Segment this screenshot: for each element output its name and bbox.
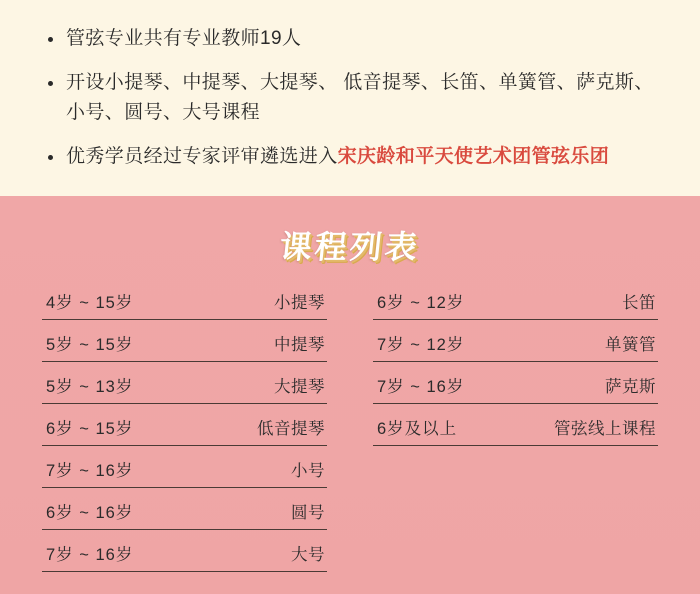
table-row <box>42 404 327 446</box>
course-name: 萨克斯 <box>605 378 656 396</box>
course-column-left <box>42 278 327 572</box>
course-name: 长笛 <box>622 294 656 312</box>
table-row <box>373 320 658 362</box>
table-row <box>42 530 327 572</box>
course-age-range: 7岁 ~ 16岁 <box>46 462 134 480</box>
table-row <box>373 278 658 320</box>
bullet-text: 优秀学员经过专家评审遴选进入 <box>66 146 338 167</box>
course-age-range: 7岁 ~ 16岁 <box>377 378 465 396</box>
course-name: 圆号 <box>291 504 325 522</box>
table-row <box>373 362 658 404</box>
highlighted-text: 宋庆龄和平天使艺术团管弦乐团 <box>337 146 610 167</box>
course-name: 大提琴 <box>274 378 325 396</box>
section-title-container <box>0 222 700 268</box>
table-row <box>42 446 327 488</box>
course-name: 中提琴 <box>274 336 325 354</box>
course-column-right <box>373 278 658 572</box>
intro-bullet-item <box>44 142 666 172</box>
course-age-range: 6岁及以上 <box>377 420 458 438</box>
course-age-range: 6岁 ~ 12岁 <box>377 294 465 312</box>
table-row <box>42 278 327 320</box>
course-age-range: 4岁 ~ 15岁 <box>46 294 134 312</box>
intro-bullet-list <box>44 24 666 172</box>
course-name: 管弦线上课程 <box>554 420 656 438</box>
table-row <box>42 488 327 530</box>
course-age-range: 5岁 ~ 15岁 <box>46 336 134 354</box>
table-row <box>373 404 658 446</box>
course-table <box>0 278 700 572</box>
course-age-range: 7岁 ~ 12岁 <box>377 336 465 354</box>
table-row <box>42 362 327 404</box>
course-name: 小提琴 <box>274 294 325 312</box>
intro-panel <box>0 0 700 196</box>
course-age-range: 6岁 ~ 16岁 <box>46 504 134 522</box>
bullet-text: 管弦专业共有专业教师19人 <box>66 28 302 49</box>
page-title: 课程列表 <box>277 228 422 266</box>
course-name: 大号 <box>291 546 325 564</box>
course-age-range: 5岁 ~ 13岁 <box>46 378 134 396</box>
course-age-range: 7岁 ~ 16岁 <box>46 546 134 564</box>
table-row <box>42 320 327 362</box>
intro-bullet-item <box>44 24 666 54</box>
bullet-text: 开设小提琴、中提琴、大提琴、 低音提琴、长笛、单簧管、萨克斯、小号、圆号、大号课程 <box>66 72 654 123</box>
course-name: 小号 <box>291 462 325 480</box>
course-age-range: 6岁 ~ 15岁 <box>46 420 134 438</box>
course-name: 低音提琴 <box>257 420 325 438</box>
course-name: 单簧管 <box>605 336 656 354</box>
intro-bullet-item <box>44 68 666 128</box>
